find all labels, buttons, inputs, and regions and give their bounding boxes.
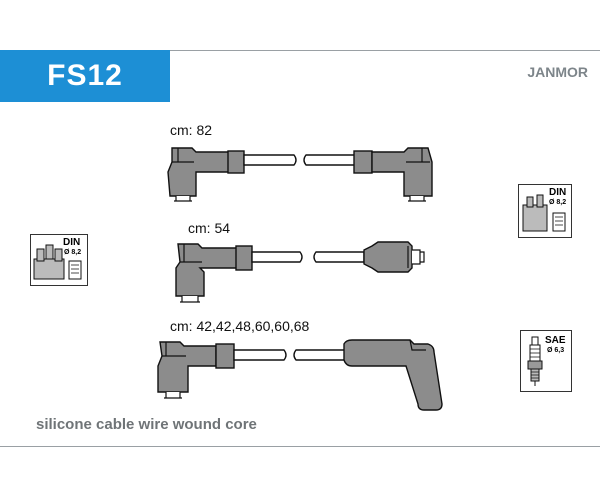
footer-divider bbox=[0, 446, 600, 447]
cable-length-label: cm: 54 bbox=[188, 220, 231, 236]
cable-82 bbox=[168, 148, 432, 201]
standard-label: SAE bbox=[545, 335, 566, 346]
cable-54 bbox=[176, 242, 424, 302]
product-description: silicone cable wire wound core bbox=[36, 416, 257, 433]
part-code: FS12 bbox=[47, 59, 123, 92]
cable-length-label: cm: 82 bbox=[170, 122, 213, 138]
standard-label: DIN bbox=[549, 187, 567, 198]
size-label: Ø 6,3 bbox=[547, 347, 565, 354]
cable-length-label: cm: 42,42,48,60,60,68 bbox=[170, 318, 310, 334]
standard-label: DIN bbox=[63, 237, 81, 248]
spark-plug-sae-badge bbox=[520, 330, 572, 392]
distributor-din-badge-right bbox=[518, 184, 572, 238]
brand-name: JANMOR bbox=[527, 64, 588, 80]
size-label: Ø 8,2 bbox=[64, 249, 82, 256]
cable-set-6 bbox=[158, 340, 442, 410]
distributor-din-badge-left bbox=[30, 234, 88, 286]
size-label: Ø 8,2 bbox=[549, 199, 567, 206]
